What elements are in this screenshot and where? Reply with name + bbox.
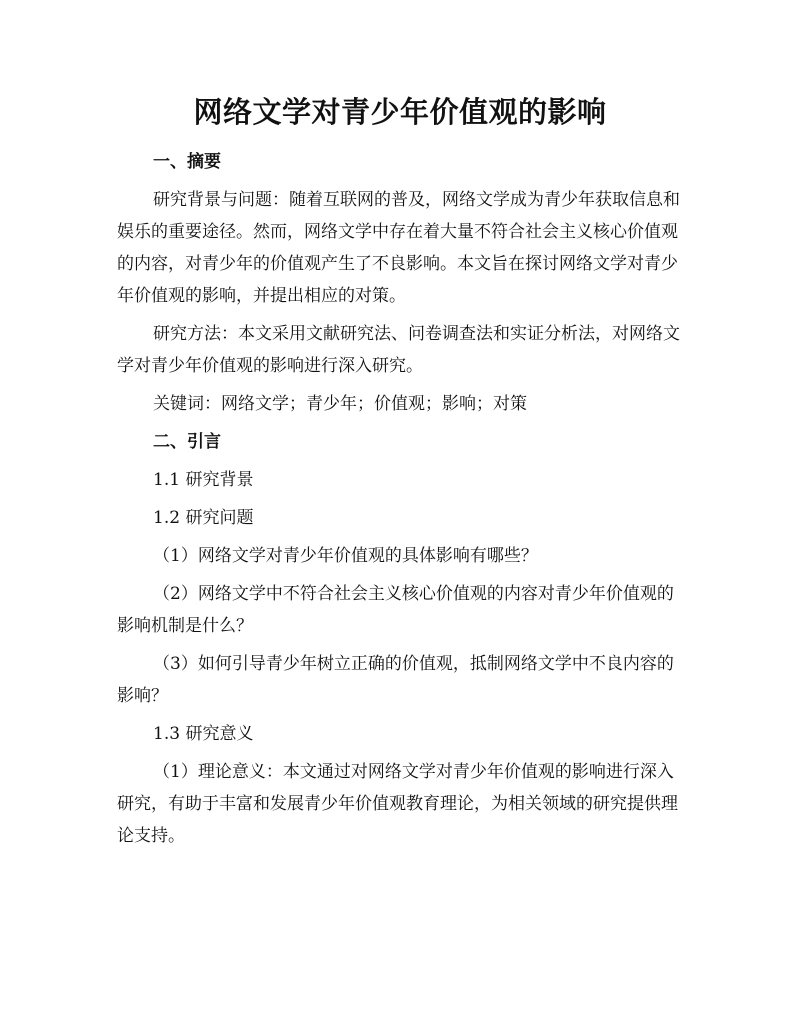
significance-theoretical: （1）理论意义：本文通过对网络文学对青少年价值观的影响进行深入研究，有助于丰富和发展青少年价值观教育理论，为相关领域的研究提供理论支持。 xyxy=(117,762,678,846)
abstract-background-paragraph: 研究背景与问题：随着互联网的普及，网络文学成为青少年获取信息和娱乐的重要途径。然而，网络文学中存在着大量不符合社会主义核心价值观的内容，对青少年的价值观产生了不良影响。本文旨在探讨网络文学对青少年价值观的影响，并提出相应的对策。 xyxy=(117,190,680,306)
research-question-1: （1）网络文学对青少年价值观的具体影响有哪些？ xyxy=(153,546,538,566)
subsection-research-background: 1.1 研究背景 xyxy=(153,470,254,490)
research-question-2: （2）网络文学中不符合社会主义核心价值观的内容对青少年价值观的影响机制是什么？ xyxy=(117,584,674,636)
abstract-heading: 一、摘要 xyxy=(153,152,221,172)
subsection-research-questions: 1.2 研究问题 xyxy=(153,508,254,528)
subsection-research-significance: 1.3 研究意义 xyxy=(153,724,254,744)
keywords-line: 关键词：网络文学；青少年；价值观；影响；对策 xyxy=(153,394,527,414)
introduction-heading: 二、引言 xyxy=(153,432,221,452)
abstract-methods-paragraph: 研究方法：本文采用文献研究法、问卷调查法和实证分析法，对网络文学对青少年价值观的影响进行深入研究。 xyxy=(117,324,680,376)
document-body xyxy=(117,146,685,858)
document-title: 网络文学对青少年价值观的影响 xyxy=(193,95,607,129)
research-question-3: （3）如何引导青少年树立正确的价值观，抵制网络文学中不良内容的影响？ xyxy=(117,654,674,706)
